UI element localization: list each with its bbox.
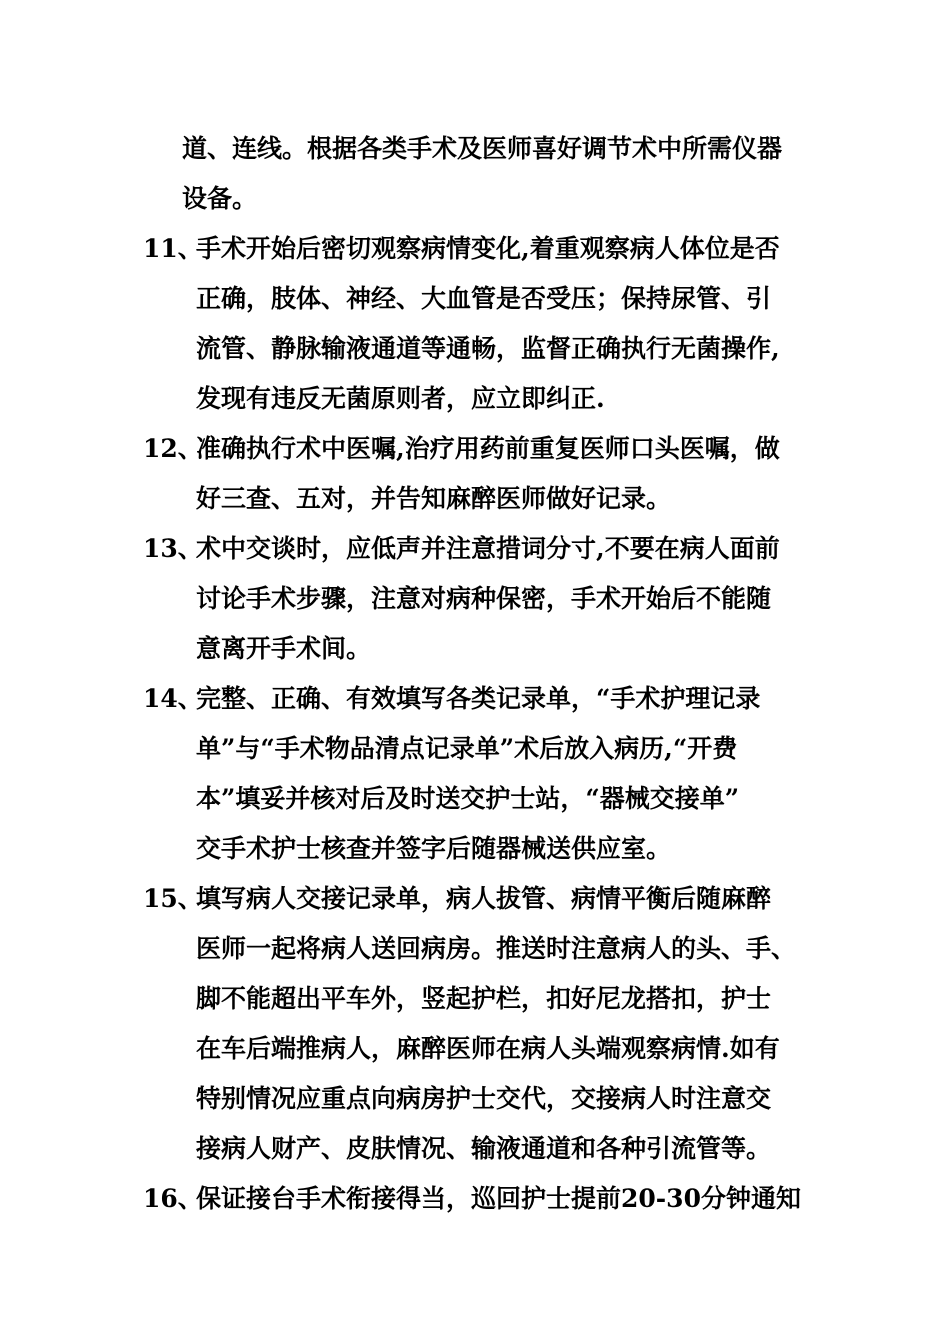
text-line: 发现有违反无菌原则者，应立即纠正.: [196, 384, 605, 413]
text-line: 好三查、五对，并告知麻醉医师做好记录。: [196, 484, 672, 513]
text-line: 接病人财产、皮肤情况、输液通道和各种引流管等。: [196, 1134, 772, 1163]
text-line: 填写病人交接记录单，病人拔管、病情平衡后随麻醉: [196, 884, 772, 913]
text-line: 道、连线。根据各类手术及医师喜好调节术中所需仪器: [182, 134, 783, 163]
text-line: 完整、正确、有效填写各类记录单，“手术护理记录: [196, 684, 761, 713]
text-line: 单”与“手术物品清点记录单”术后放入病历,“开费: [196, 734, 738, 763]
text-line: 意离开手术间。: [196, 634, 372, 663]
text-line: 在车后端推病人，麻醉医师在病人头端观察病情.如有: [196, 1034, 780, 1063]
text-line: 手术开始后密切观察病情变化,着重观察病人体位是否: [196, 234, 780, 263]
text-line: 流管、静脉输液通道等通畅，监督正确执行无菌操作,: [196, 334, 780, 363]
item-number: 12、: [143, 434, 203, 463]
text-line: 讨论手术步骤，注意对病种保密，手术开始后不能随: [196, 584, 772, 613]
text-line: 准确执行术中医嘱,治疗用药前重复医师口头医嘱，做: [196, 434, 780, 463]
item-number: 11、: [143, 234, 203, 263]
item-number: 16、: [143, 1184, 203, 1213]
text-line: 特别情况应重点向病房护士交代，交接病人时注意交: [196, 1084, 772, 1113]
item-number: 14、: [143, 684, 203, 713]
text-line: 正确，肢体、神经、大血管是否受压；保持尿管、引: [196, 284, 772, 313]
text-line: 医师一起将病人送回病房。推送时注意病人的头、手、: [196, 934, 797, 963]
text-line: 本”填妥并核对后及时送交护士站，“器械交接单”: [196, 784, 740, 813]
text-line: 设备。: [182, 184, 258, 213]
text-line: 交手术护士核查并签字后随器械送供应室。: [196, 834, 672, 863]
item-number: 15、: [143, 884, 203, 913]
text-line: 保证接台手术衔接得当，巡回护士提前20-30分钟通知: [196, 1184, 801, 1213]
text-line: 术中交谈时，应低声并注意措词分寸,不要在病人面前: [196, 534, 780, 563]
text-line: 脚不能超出平车外，竖起护栏，扣好尼龙搭扣，护士: [196, 984, 772, 1013]
item-number: 13、: [143, 534, 203, 563]
